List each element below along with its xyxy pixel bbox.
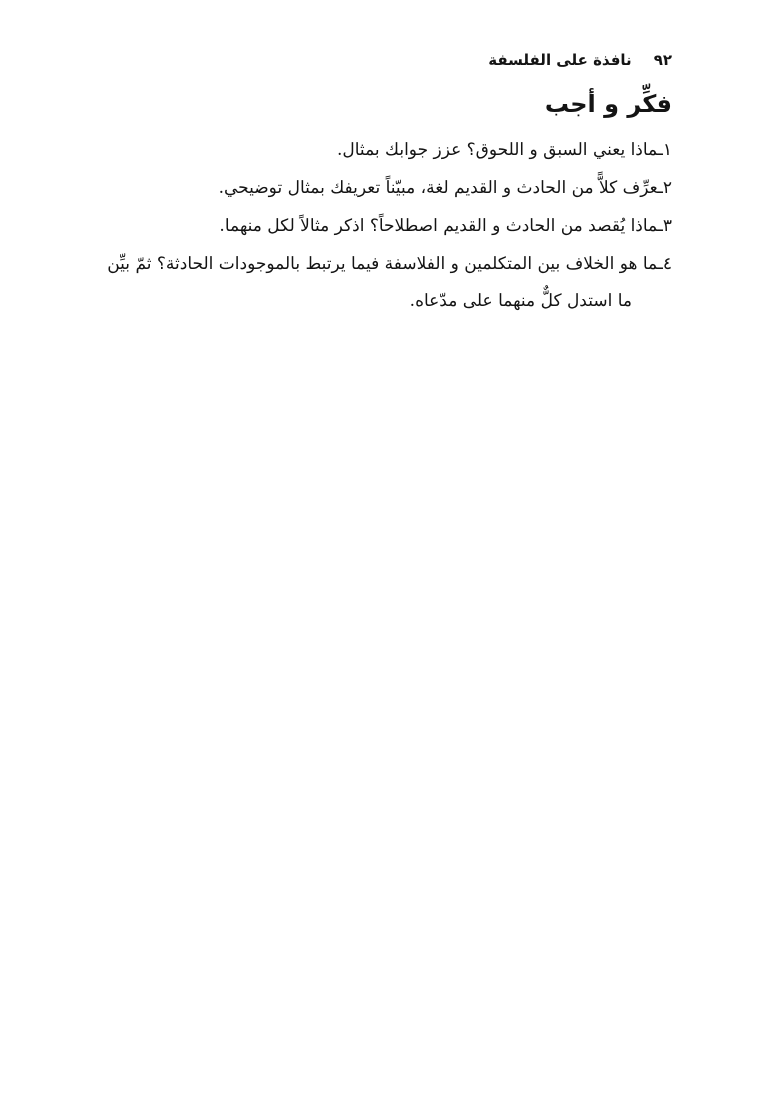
question-2 bbox=[92, 170, 672, 207]
book-title: نافذة على الفلسفة bbox=[488, 51, 632, 69]
question-1-text: ١ـماذا يعني السبق و اللحوق؟ عزز جوابك بمثال. bbox=[337, 140, 672, 160]
question-1 bbox=[92, 132, 672, 169]
question-4-text: ٤ـما هو الخلاف بين المتكلمين و الفلاسفة فيما يرتبط بالموجودات الحادثة؟ ثمّ بيِّن bbox=[107, 254, 672, 274]
running-header bbox=[488, 48, 672, 72]
question-4-text-continued: ما استدل كلٌّ منهما على مدّعاه. bbox=[409, 291, 632, 311]
question-3 bbox=[92, 208, 672, 245]
page-number: ٩٢ bbox=[653, 51, 672, 69]
question-2-text: ٢ـعرِّف كلاًّ من الحادث و القديم لغة، مبيّناً تعريفك بمثال توضيحي. bbox=[218, 178, 672, 198]
question-3-text: ٣ـماذا يُقصد من الحادث و القديم اصطلاحاً؟ اذكر مثالاً لكل منهما. bbox=[219, 216, 672, 236]
questions-list bbox=[92, 132, 672, 321]
question-4 bbox=[92, 246, 672, 320]
section-title: فكِّر و أجب bbox=[544, 90, 672, 118]
